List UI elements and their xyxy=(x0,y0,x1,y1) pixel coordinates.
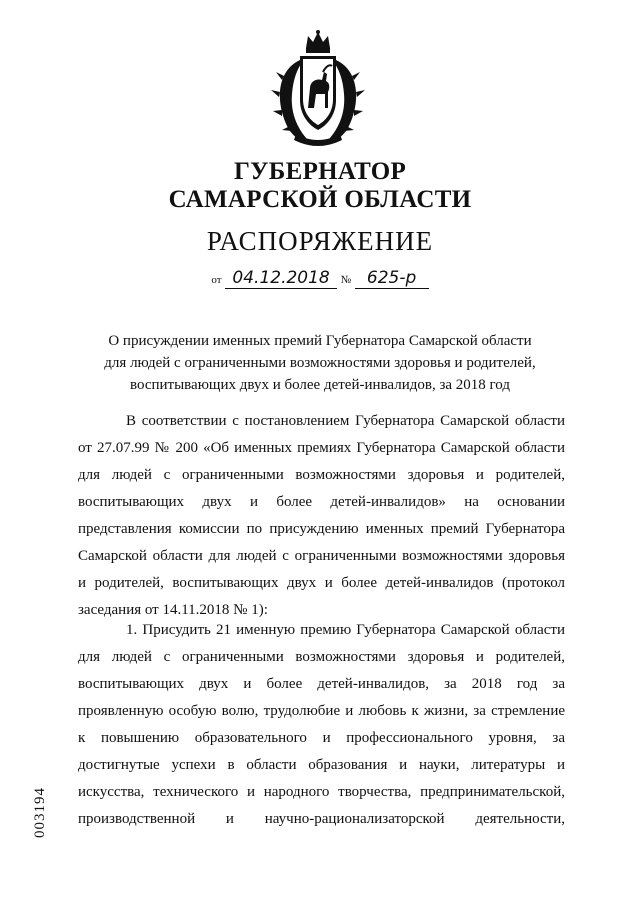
text-line: для людей с ограниченными возможностями здоровья и родителей, xyxy=(78,649,565,665)
text-line: производственной и научно-рационализаторской деятельности, xyxy=(78,811,565,827)
number-prefix: № xyxy=(340,274,352,286)
text-line: воспитывающих двух и более детей-инвалидов, за 2018 год за xyxy=(78,676,565,692)
text-line: и родителей, воспитывающих двух и более детей-инвалидов (протокол xyxy=(78,575,565,591)
text-line: воспитывающих двух и более детей-инвалидов» на основании xyxy=(78,494,565,510)
document-serial-code: 003194 xyxy=(32,787,48,838)
text-line: достигнутые успехи в области образования и науки, литературы и xyxy=(78,757,565,773)
text-line: к повышению образовательного и профессионального уровня, за xyxy=(78,730,565,746)
text-line: 1. Присудить 21 именную премию Губернатора Самарской области xyxy=(126,622,565,638)
title-line: для людей с ограниченными возможностями здоровья и родителей, xyxy=(104,355,536,371)
text-line: для людей с ограниченными возможностями здоровья и родителей, xyxy=(78,467,565,483)
preamble-paragraph xyxy=(78,408,565,624)
document-type: РАСПОРЯЖЕНИЕ xyxy=(206,226,434,256)
document-date: 04.12.2018 xyxy=(225,268,337,289)
text-line: проявленную особую волю, трудолюбие и любовь к жизни, за стремление xyxy=(78,703,565,719)
clause-1-paragraph xyxy=(78,617,565,833)
title-line: О присуждении именных премий Губернатора Самарской области xyxy=(108,333,532,349)
text-line: заседания от 14.11.2018 № 1): xyxy=(78,602,268,618)
text-line: представления комиссии по присуждению именных премий Губернатора xyxy=(78,521,565,537)
text-line: Самарской области для людей с ограниченными возможностями здоровья xyxy=(78,548,565,564)
title-line: воспитывающих двух и более детей-инвалидов, за 2018 год xyxy=(129,377,511,393)
date-prefix: от xyxy=(211,274,222,286)
org-title-line2: САМАРСКОЙ ОБЛАСТИ xyxy=(168,186,472,213)
org-title-line1: ГУБЕРНАТОР xyxy=(233,158,407,185)
text-line: от 27.07.99 № 200 «Об именных премиях Губернатора Самарской области xyxy=(78,440,565,456)
text-line: искусства, технического и народного творчества, предпринимательской, xyxy=(78,784,565,800)
document-number: 625-р xyxy=(355,268,429,289)
document-title xyxy=(0,330,640,396)
text-line: В соответствии с постановлением Губернатора Самарской области xyxy=(126,413,565,429)
coat-of-arms-emblem xyxy=(270,30,366,150)
date-number-line xyxy=(0,268,640,289)
